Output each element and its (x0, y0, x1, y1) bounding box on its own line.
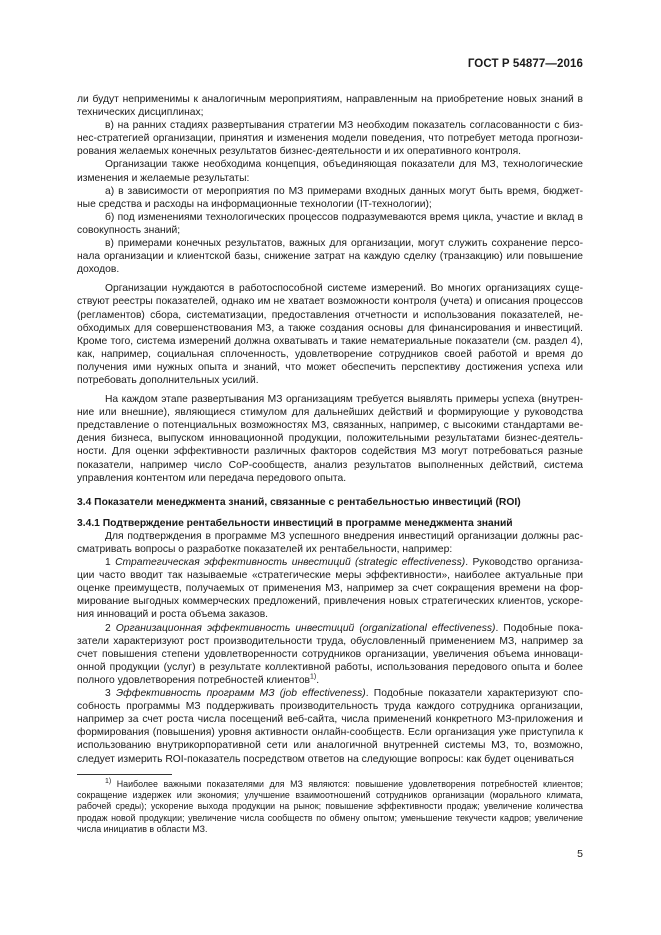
standard-header: ГОСТ Р 54877—2016 (467, 58, 583, 70)
item-text: . Руководство организации часто вводит так называемые «стратегические меры эффективности», наиболее актуальные при оценке преимуществ, получаемых от применения МЗ, например за счет сокращения времени на формирование выгодных коммерческих предложений, привлечения новых стратегических клиентов, ускорения инноваций и роста объема заказов. (77, 557, 583, 621)
paragraph: На каждом этапе развертывания МЗ организациям требуется выявлять примеры успеха (внутренние или внешние), являющиеся стимулом для дальнейших действий и формирующие у руководства представление о потенциальных возможностях МЗ, связанных, например, с высокими стандартами ведения бизнеса, выпуском инновационной продукции, положительными результатами бизнес-деятельности. Для оценки эффективности различных факторов содействия МЗ могут потребоваться разные показатели, например число CoP-сообществ, анализ результатов выполненных действий, система управления контентом или передача передового опыта. (77, 394, 583, 484)
item-text: . Подобные показатели характеризуют рост производительности труда, обусловленный применением МЗ, например за счет повышения степени удовлетворенности сотрудников организации, увеличения объема инновационной продукции (услуг) в результате коллективной работы, использования передового опыта и более полного удовлетворения потребностей клиентов (77, 622, 583, 686)
list-item (77, 622, 583, 687)
page-number: 5 (577, 848, 583, 860)
footnote-marker: 1) (105, 778, 112, 786)
list-item: б) под изменениями технологических процессов подразумеваются время цикла, участие и вклад в совокупность знаний; (77, 211, 583, 236)
main-text (77, 93, 583, 766)
footnote-reference[interactable]: 1) (310, 673, 317, 681)
footnote-text: Наиболее важными показателями для МЗ являются: повышение удовлетворения потребностей клиентов; сокращение издержек или экономия; улучшение взаимоотношений сотрудников организации (морального климата, рабочей среды); ускорение выхода продукции на рынок; повышение эффективности продаж; увеличение количества продаж новой продукции; увеличение числа сообществ по обмену опытом; уменьшение текучести кадров; увеличение числа инициатив в области МЗ. (77, 779, 583, 834)
paragraph: Организации также необходима концепция, объединяющая показатели для МЗ, технологические изменения и желаемые результаты: (77, 159, 583, 184)
item-number: 2 (105, 622, 111, 634)
item-title: Эффективность программ МЗ (job effectiveness) (115, 688, 366, 700)
item-number: 3 (105, 688, 111, 700)
subsection-heading: 3.4.1 Подтверждение рентабельности инвестиций в программе менеджмента знаний (77, 517, 513, 529)
item-number: 1 (105, 557, 111, 569)
paragraph: Организации нуждаются в работоспособной системе измерений. Во многих организациях существуют реестры показателей, однако им не хватает возможности контроля (учета) и описания процессов (регламентов) сбора, систематизации, предоставления отчетности и использования показателей, необходимых для совершенствования МЗ, а также создания основы для финансирования и инвестиций. Кроме того, система измерений должна охватывать и такие нематериальные показатели (см. раздел 4), как, например, социальная сплоченность, удовлетворение сотрудников своей работой и время до получения ими нужных опыта и знаний, что может обеспечить перспективу достижения успеха или потребовать дополнительных усилий. (77, 283, 583, 386)
section-heading: 3.4 Показатели менеджмента знаний, связанные с рентабельностью инвестиций (ROI) (77, 496, 521, 508)
footnote-divider (77, 774, 172, 775)
footnotes (77, 774, 583, 835)
list-item: в) на ранних стадиях развертывания стратегии МЗ необходим показатель согласованности с бизнес-стратегией организации, принятия и изменения модели поведения, что потребует метода прогнозирования желаемых конечных результатов бизнес-деятельности и их оперативного контроля. (77, 120, 583, 158)
list-item (77, 556, 583, 621)
paragraph: ли будут неприменимы к аналогичным мероприятиям, направленным на приобретение новых знаний в технических дисциплинах; (77, 94, 583, 119)
list-item: в) примерами конечных результатов, важных для организации, могут служить сохранение персонала организации и клиентской базы, снижение затрат на каждую сделку (транзакцию) или повышение доходов. (77, 238, 583, 276)
item-title: Стратегическая эффективность инвестиций (strategic effectiveness) (115, 557, 466, 569)
footnote (77, 779, 583, 835)
paragraph: Для подтверждения в программе МЗ успешного внедрения инвестиций организации должны рассматривать вопросы о разработке показателей их рентабельности, например: (77, 530, 583, 555)
list-item (77, 687, 583, 766)
item-end: . (316, 674, 320, 686)
item-text: . Подобные показатели характеризуют способность программы МЗ поддерживать производительность труда каждого сотрудника организации, например за счет роста числа посещений веб-сайта, числа применений конкретного МЗ-приложения и формирования (повышения) уровня активности онлайн-сообществ. Если организация уже приступила к использованию внутрикорпоративной сети или аналогичной внутренней системы МЗ, то, возможно, следует измерить ROI-показатель посредством ответов на следующие вопросы: как будет оцениваться (77, 688, 583, 765)
item-title: Организационная эффективность инвестиций (organizational effectiveness) (115, 622, 496, 634)
list-item: а) в зависимости от мероприятия по МЗ примерами входных данных могут быть время, бюджетные средства и расходы на информационные технологии (IT-технологии); (77, 185, 583, 210)
